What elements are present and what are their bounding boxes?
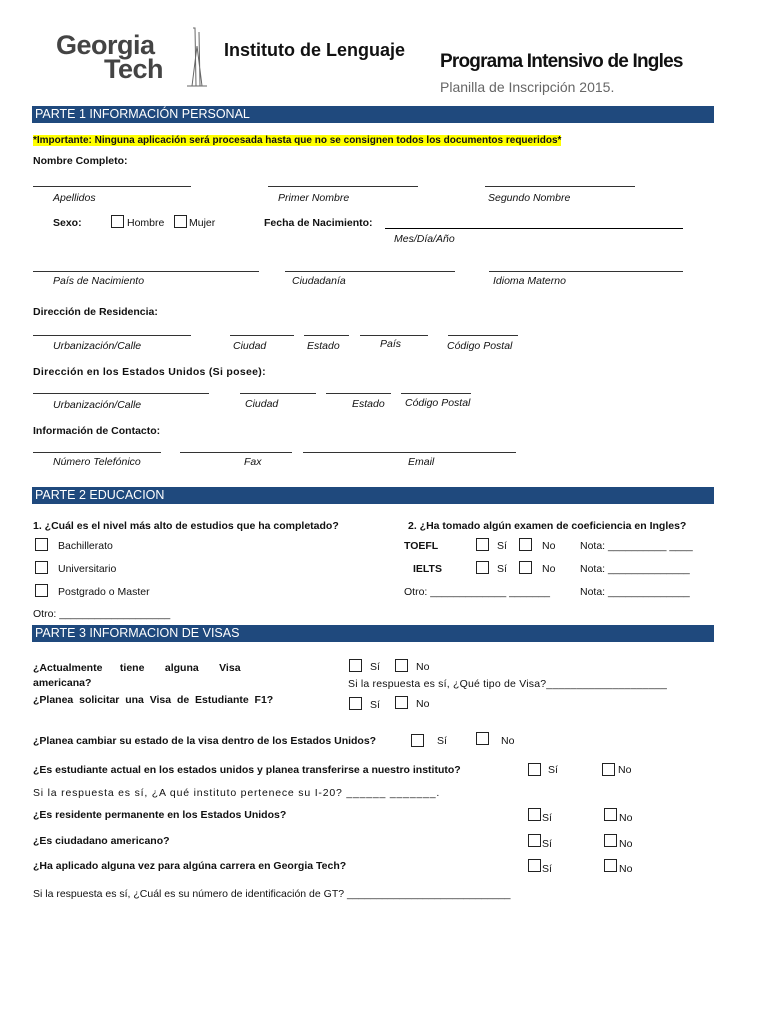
email-label: Email: [408, 456, 435, 468]
ciudadano-no-label: No: [619, 838, 633, 850]
universitario-label: Universitario: [58, 563, 117, 575]
section-header-part3: PARTE 3 INFORMACION DE VISAS: [32, 625, 714, 642]
date-format-label: Mes/Día/Año: [394, 233, 455, 245]
cambiar-no-label: No: [501, 735, 515, 747]
f1-question: ¿Planea solicitar una Visa de Estudiante F1?: [33, 694, 274, 706]
ielts-nota-field[interactable]: Nota: ______________: [580, 563, 690, 575]
sexo-label: Sexo:: [53, 217, 82, 229]
otro-education-field[interactable]: Otro: ___________________: [33, 608, 171, 620]
universitario-checkbox[interactable]: [35, 561, 48, 574]
fecha-nacimiento-field[interactable]: [385, 228, 683, 229]
pais-label: País: [380, 338, 402, 350]
fax-label: Fax: [244, 456, 262, 468]
residente-si-label: Sí: [542, 812, 552, 824]
i20-field[interactable]: Si la respuesta es sí, ¿A qué instituto pertenece su I-20? ______ _______.: [33, 787, 441, 799]
logo-tech: Tech: [104, 54, 164, 84]
idioma-field[interactable]: [489, 271, 683, 272]
urbanizacion-field[interactable]: [33, 335, 191, 336]
education-question: 1. ¿Cuál es el nivel más alto de estudios que ha completado?: [33, 520, 339, 532]
pais-nacimiento-label: País de Nacimiento: [53, 275, 145, 287]
apellidos-label: Apellidos: [53, 192, 96, 204]
cambiar-si-label: Sí: [437, 735, 447, 747]
fecha-nacimiento-label: Fecha de Nacimiento:: [264, 217, 373, 229]
institute-title: Instituto de Lenguaje: [224, 40, 406, 60]
f1-no-checkbox[interactable]: [395, 696, 408, 709]
estado-field[interactable]: [304, 335, 349, 336]
email-field[interactable]: [303, 452, 516, 453]
codigo-postal-us-label: Código Postal: [405, 397, 471, 409]
ciudadania-label: Ciudadanía: [292, 275, 346, 287]
residente-no-label: No: [619, 812, 633, 824]
f1-si-label: Sí: [370, 699, 380, 711]
mujer-checkbox[interactable]: [174, 215, 187, 228]
visa-no-label: No: [416, 661, 430, 673]
pais-nacimiento-field[interactable]: [33, 271, 259, 272]
transfer-question: ¿Es estudiante actual en los estados unidos y planea transferirse a nuestro instituto?: [33, 764, 461, 776]
toefl-si-label: Sí: [497, 540, 507, 552]
direccion-us-label: Dirección en los Estados Unidos (Si posee):: [33, 366, 266, 378]
urbanizacion-label: Urbanización/Calle: [53, 340, 142, 352]
form-subtitle: Planilla de Inscripción 2015.: [440, 79, 615, 95]
transfer-si-label: Sí: [548, 764, 558, 776]
residente-question: ¿Es residente permanente en los Estados Unidos?: [33, 809, 287, 821]
toefl-no-checkbox[interactable]: [519, 538, 532, 551]
urbanizacion-us-field[interactable]: [33, 393, 209, 394]
ciudadano-question: ¿Es ciudadano americano?: [33, 835, 170, 847]
estado-label: Estado: [307, 340, 340, 352]
visa-type-field[interactable]: Si la respuesta es sí, ¿Qué tipo de Visa?____________________: [348, 678, 668, 690]
pais-field[interactable]: [360, 335, 428, 336]
bachillerato-label: Bachillerato: [58, 540, 113, 552]
idioma-label: Idioma Materno: [493, 275, 566, 287]
ciudad-us-label: Ciudad: [245, 398, 279, 410]
mujer-label: Mujer: [189, 217, 216, 229]
english-exam-question: 2. ¿Ha tomado algún examen de coeficiencia en Ingles?: [408, 520, 687, 532]
visa-si-checkbox[interactable]: [349, 659, 362, 672]
logo-georgia: Georgia: [56, 30, 155, 60]
visa-question-line1: ¿Actualmente tiene alguna Visa: [33, 662, 241, 674]
ielts-no-label: No: [542, 563, 556, 575]
primer-nombre-label: Primer Nombre: [278, 192, 350, 204]
postgrado-label: Postgrado o Master: [58, 586, 150, 598]
gt-no-label: No: [619, 863, 633, 875]
f1-no-label: No: [416, 698, 430, 710]
transfer-no-checkbox[interactable]: [602, 763, 615, 776]
segundo-nombre-label: Segundo Nombre: [488, 192, 571, 204]
ciudad-label: Ciudad: [233, 340, 267, 352]
ciudadano-si-checkbox[interactable]: [528, 834, 541, 847]
ciudad-field[interactable]: [230, 335, 294, 336]
contacto-label: Información de Contacto:: [33, 425, 161, 437]
residente-si-checkbox[interactable]: [528, 808, 541, 821]
segundo-nombre-field[interactable]: [485, 186, 635, 187]
toefl-no-label: No: [542, 540, 556, 552]
ciudad-us-field[interactable]: [240, 393, 316, 394]
visa-si-label: Sí: [370, 661, 380, 673]
direccion-label: Dirección de Residencia:: [33, 306, 158, 318]
georgia-tech-question: ¿Ha aplicado alguna vez para algúna carrera en Georgia Tech?: [33, 860, 347, 872]
primer-nombre-field[interactable]: [268, 186, 418, 187]
gt-si-checkbox[interactable]: [528, 859, 541, 872]
apellidos-field[interactable]: [33, 186, 191, 187]
cambiar-si-checkbox[interactable]: [411, 734, 424, 747]
section-header-part2: PARTE 2 EDUCACION: [32, 487, 714, 504]
f1-si-checkbox[interactable]: [349, 697, 362, 710]
bachillerato-checkbox[interactable]: [35, 538, 48, 551]
residente-no-checkbox[interactable]: [604, 808, 617, 821]
ielts-no-checkbox[interactable]: [519, 561, 532, 574]
fax-field[interactable]: [180, 452, 292, 453]
codigo-postal-field[interactable]: [448, 335, 518, 336]
codigo-postal-label: Código Postal: [447, 340, 513, 352]
ciudadano-si-label: Sí: [542, 838, 552, 850]
cambiar-no-checkbox[interactable]: [476, 732, 489, 745]
section-header-part1: PARTE 1 INFORMACIÓN PERSONAL: [32, 106, 714, 123]
gt-id-field[interactable]: Si la respuesta es sí, ¿Cuál es su número de identificación de GT? ____________________________: [33, 888, 511, 900]
hombre-checkbox[interactable]: [111, 215, 124, 228]
otro-exam-field[interactable]: Otro: _____________ _______: [404, 586, 550, 598]
visa-question-line2: americana?: [33, 677, 92, 689]
ielts-si-checkbox[interactable]: [476, 561, 489, 574]
ielts-si-label: Sí: [497, 563, 507, 575]
toefl-nota-field[interactable]: Nota: __________ ____: [580, 540, 693, 552]
important-notice: *Importante: Ninguna aplicación será procesada hasta que no se consignen todos los documentos requeridos*: [33, 135, 562, 146]
codigo-postal-us-field[interactable]: [401, 393, 471, 394]
gt-no-checkbox[interactable]: [604, 859, 617, 872]
urbanizacion-us-label: Urbanización/Calle: [53, 399, 142, 411]
ciudadania-field[interactable]: [285, 271, 455, 272]
program-title: Programa Intensivo de Ingles: [440, 51, 683, 72]
telefono-label: Número Telefónico: [53, 456, 141, 468]
visa-no-checkbox[interactable]: [395, 659, 408, 672]
ciudadano-no-checkbox[interactable]: [604, 834, 617, 847]
tower-icon: [183, 26, 211, 88]
telefono-field[interactable]: [33, 452, 161, 453]
toefl-si-checkbox[interactable]: [476, 538, 489, 551]
hombre-label: Hombre: [127, 217, 165, 229]
transfer-si-checkbox[interactable]: [528, 763, 541, 776]
otro-nota-field[interactable]: Nota: ______________: [580, 586, 690, 598]
estado-us-label: Estado: [352, 398, 385, 410]
ielts-label: IELTS: [413, 563, 442, 575]
postgrado-checkbox[interactable]: [35, 584, 48, 597]
cambiar-visa-question: ¿Planea cambiar su estado de la visa dentro de los Estados Unidos?: [33, 735, 377, 747]
toefl-label: TOEFL: [404, 540, 439, 552]
transfer-no-label: No: [618, 764, 632, 776]
full-name-label: Nombre Completo:: [33, 155, 128, 167]
estado-us-field[interactable]: [326, 393, 391, 394]
gt-si-label: Sí: [542, 863, 552, 875]
